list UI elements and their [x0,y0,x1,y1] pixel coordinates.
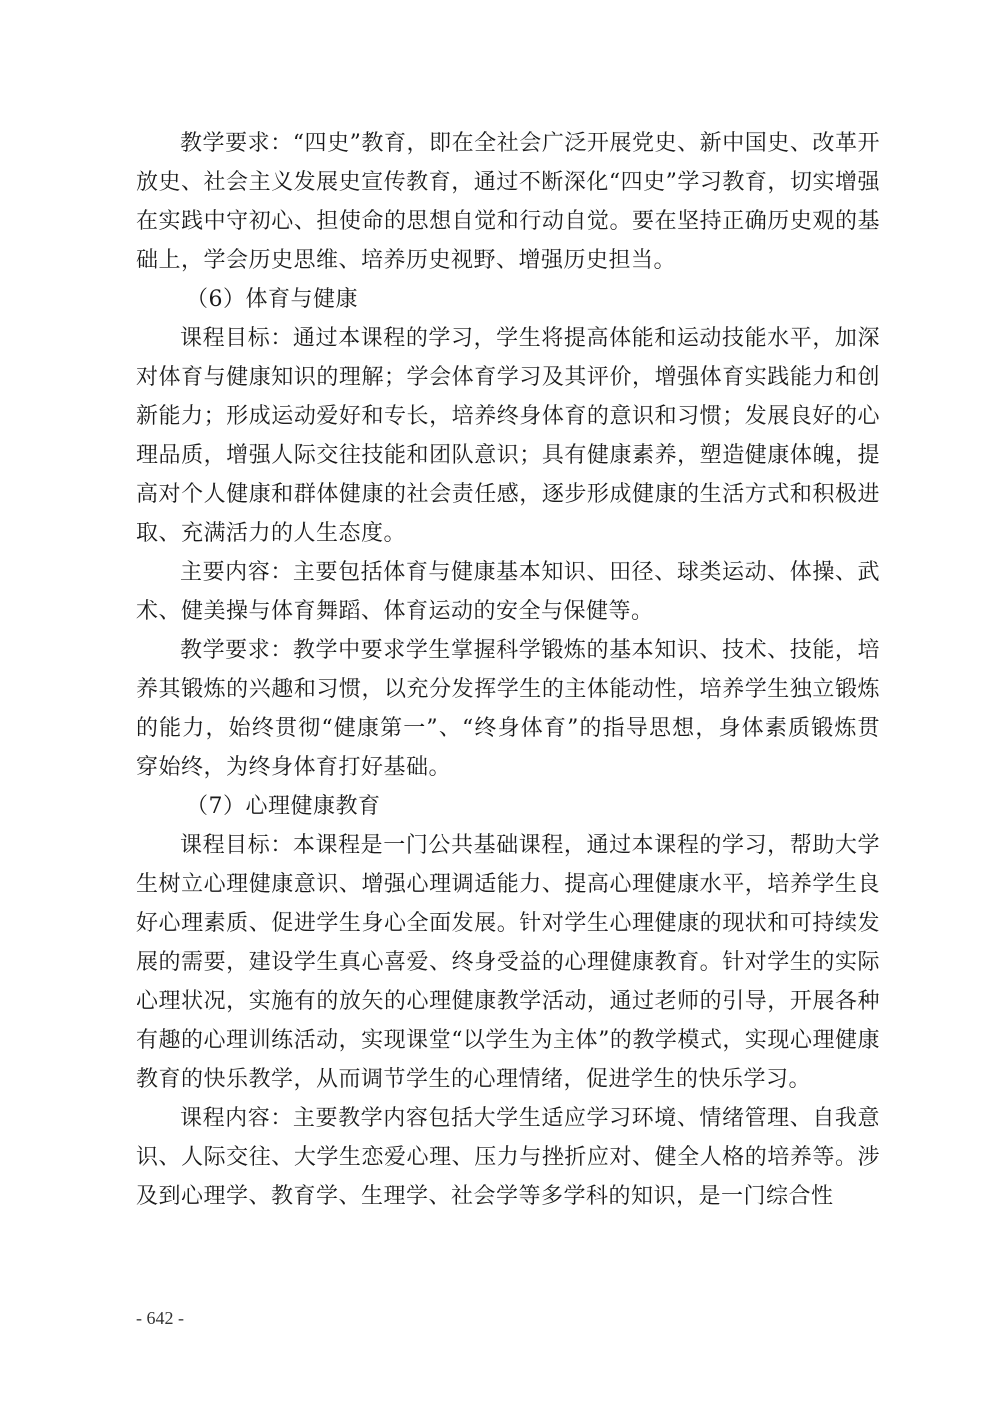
paragraph-pe-main-content: 主要内容：主要包括体育与健康基本知识、田径、球类运动、体操、武术、健美操与体育舞蹈、体育运动的安全与保健等。 [136,560,880,624]
section-heading-pe-health: （6）体育与健康 [186,287,358,312]
paragraph-pe-teaching-requirements: 教学要求：教学中要求学生掌握科学锻炼的基本知识、技术、技能，培养其锻炼的兴趣和习惯，以充分发挥学生的主体能动性，培养学生独立锻炼的能力，始终贯彻“健康第一”、“终身体育”的指导思想，身体素质锻炼贯穿始终，为终身体育打好基础。 [136,638,880,780]
section-heading-mental-health: （7）心理健康教育 [186,794,381,819]
paragraph-history-teaching-requirements: 教学要求：“四史”教育，即在全社会广泛开展党史、新中国史、改革开放史、社会主义发展史宣传教育，通过不断深化“四史”学习教育，切实增强在实践中守初心、担使命的思想自觉和行动自觉。要在坚持正确历史观的基础上，学会历史思维、培养历史视野、增强历史担当。 [136,131,880,273]
paragraph-mental-health-content: 课程内容：主要教学内容包括大学生适应学习环境、情绪管理、自我意识、人际交往、大学生恋爱心理、压力与挫折应对、健全人格的培养等。涉及到心理学、教育学、生理学、社会学等多学科的知识，是一门综合性 [136,1106,880,1209]
paragraph-pe-course-objectives: 课程目标：通过本课程的学习，学生将提高体能和运动技能水平，加深对体育与健康知识的理解；学会体育学习及其评价，增强体育实践能力和创新能力；形成运动爱好和专长，培养终身体育的意识和习惯；发展良好的心理品质，增强人际交往技能和团队意识；具有健康素养，塑造健康体魄，提高对个人健康和群体健康的社会责任感，逐步形成健康的生活方式和积极进取、充满活力的人生态度。 [136,326,880,546]
body-text [136,124,880,1216]
page-number: - 642 - [136,1308,184,1328]
paragraph-mental-health-objectives: 课程目标：本课程是一门公共基础课程，通过本课程的学习，帮助大学生树立心理健康意识、增强心理调适能力、提高心理健康水平，培养学生良好心理素质、促进学生身心全面发展。针对学生心理健康的现状和可持续发展的需要，建设学生真心喜爱、终身受益的心理健康教育。针对学生的实际心理状况，实施有的放矢的心理健康教学活动，通过老师的引导，开展各种有趣的心理训练活动，实现课堂“以学生为主体”的教学模式，实现心理健康教育的快乐教学，从而调节学生的心理情绪，促进学生的快乐学习。 [136,833,880,1092]
